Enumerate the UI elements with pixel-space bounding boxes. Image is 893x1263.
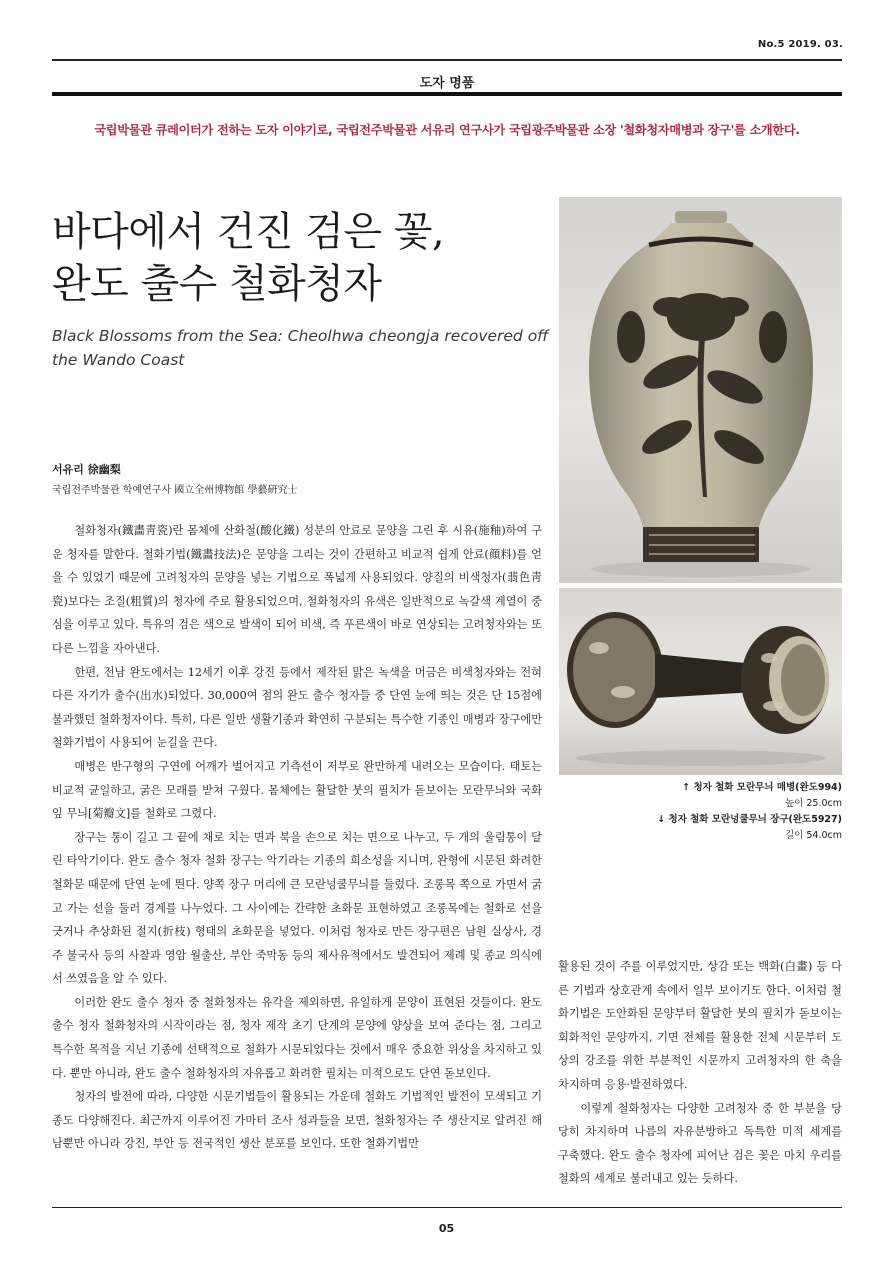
paragraph: 장구는 통이 길고 그 끝에 채로 치는 면과 북을 손으로 치는 면으로 나누고, 두 개의 울림통이 달린 타악기이다. 완도 출수 청자 철화 장구는 악기라는 기종의 희소성을 지니며, 완형에 시문된 화려한 철화문 때문에 단연 눈에 띈다. 양쪽 장구 머리에 큰 모란넝쿨무늬를 둘렀다. 조롱목 쪽으로 가면서 굵고 가는 선을 둘러 경계를 나누었다. 그 사이에는 간략한 초화문 표현하였고 조롱목에는 철화로 선을 긋거나 추상화된 절지(折枝) 형태의 초화문을 넣었다. 이처럼 청자로 만든 장구편은 남원 실상사, 경주 불국사 등의 사찰과 영암 월출산, 부안 죽막동 등의 제사유적에서도 발견되어 제례 및 종교 의식에서 쓰였음을 알 수 있다.: [52, 830, 542, 986]
janggu-illustration: [559, 588, 842, 775]
article-title: [52, 206, 552, 310]
caption-janggu-title: ↓ 청자 철화 모란넝쿨무늬 장구(완도5927): [657, 814, 842, 825]
caption-vase-size: 높이 25.0cm: [784, 798, 842, 809]
caption-janggu-size: 길이 54.0cm: [784, 830, 842, 841]
body-column-left: [52, 519, 542, 1156]
header-rule: [52, 59, 842, 61]
janggu-drum-photo: [559, 588, 842, 775]
author-affiliation: 국립전주박물관 학예연구사 國立全州博物館 學藝硏究士: [52, 485, 298, 496]
section-title: 도자 명품: [419, 76, 475, 91]
footer-rule: [52, 1207, 842, 1208]
paragraph: 철화청자(鐵畵靑瓷)란 몸체에 산화철(酸化鐵) 성분의 안료로 문양을 그린 후 시유(施釉)하여 구운 청자를 말한다. 철화기법(鐵畵技法)은 문양을 그리는 것이 간편하고 비교적 쉽게 안료(顔料)를 얻을 수 있었기 때문에 고려청자의 문양을 넣는 기법으로 폭넓게 사용되었다. 양질의 비색청자(翡色靑瓷)보다는 조질(粗質)의 청자에 주로 활용되었으며, 철화청자의 유색은 일반적으로 녹갈색 계열이 중심을 이루고 있다. 특유의 검은 색으로 발색이 되어 비색, 즉 푸른색이 바로 연상되는 고려청자와는 또 다른 느낌을 자아낸다.: [52, 524, 542, 655]
paragraph: 매병은 반구형의 구연에 어깨가 벌어지고 기측선이 저부로 완만하게 내려오는 모습이다. 태토는 비교적 균일하고, 굵은 모래를 받쳐 구웠다. 몸체에는 활달한 붓의 필치가 돋보이는 모란무늬와 국화 잎 무늬[菊瓣文]를 철화로 그렸다.: [52, 759, 542, 821]
body-column-right: [558, 955, 842, 1191]
title-line-2: 완도 출수 철화청자: [52, 261, 382, 307]
paragraph: 한편, 전남 완도에서는 12세기 이후 강진 등에서 제작된 맑은 녹색을 머금은 비색청자와는 전혀 다른 자기가 출수(出水)되었다. 30,000여 점의 완도 출수 청자들 중 단연 눈에 띄는 것은 단 15점에 불과했던 철화청자이다. 특히, 다른 일반 생활기종과 확연히 구분되는 특수한 기종인 매병과 장구에만 철화기법이 사용되어 눈길을 끈다.: [52, 665, 542, 750]
maebyeong-vase-photo: [559, 197, 842, 583]
paragraph: 이렇게 철화청자는 다양한 고려청자 중 한 부분을 당당히 차지하며 나름의 자유분방하고 독특한 미적 세계를 구축했다. 완도 출수 청자에 피어난 검은 꽃은 마치 우리를 철화의 세계로 불러내고 있는 듯하다.: [558, 1101, 842, 1186]
title-line-1: 바다에서 건진 검은 꽃,: [52, 209, 445, 255]
vase-illustration: [559, 197, 842, 583]
lead-text: 국립박물관 큐레이터가 전하는 도자 이야기로, 국립전주박물관 서유리 연구사가 국립광주박물관 소장 '철화청자매병과 장구'를 소개한다.: [94, 123, 800, 137]
paragraph: 청자의 발전에 따라, 다양한 시문기법들이 활용되는 가운데 철화도 기법적인 발전이 모색되고 기종도 다양해진다. 최근까지 이루어진 가마터 조사 성과들을 보면, 철화청자는 주 생산지로 알려진 해남뿐만 아니라 강진, 부안 등 전국적인 생산 분포를 보인다. 또한 철화기법만: [52, 1090, 542, 1151]
article-subtitle: Black Blossoms from the Sea: Cheolhwa cheongja recovered off the Wando Coast: [52, 327, 549, 369]
page-number: 05: [438, 1222, 455, 1235]
section-rule: [52, 92, 842, 96]
author-name: 서유리 徐幽梨: [52, 463, 121, 476]
issue-number: No.5 2019. 03.: [757, 39, 843, 50]
caption-vase-title: ↑ 청자 철화 모란무늬 매병(완도994): [682, 782, 842, 793]
paragraph: 활용된 것이 주를 이루었지만, 상감 또는 백화(白畫) 등 다른 기법과 상호관계 속에서 일부 보이기도 한다. 이처럼 철화기법은 도안화된 문양부터 활달한 붓의 필치가 돋보이는 회화적인 문양까지, 기면 전체를 활용한 전체 시문부터 도상의 강조를 위한 부분적인 시문까지 고려청자의 한 축을 차지하며 응용·발전하였다.: [558, 960, 842, 1091]
photo-caption: [559, 780, 842, 844]
paragraph: 이러한 완도 출수 청자 중 철화청자는 유각을 제외하면, 유일하게 문양이 표현된 것들이다. 완도 출수 청자 철화청자의 시작이라는 점, 청자 제작 초기 단계의 문양에 양상을 보여 준다는 점, 그리고 특수한 목적을 지닌 기종에 선택적으로 철화가 시문되었다는 것에서 매우 중요한 위상을 차지하고 있다. 뿐만 아니라, 완도 출수 철화청자의 자유롭고 화려한 필치는 미적으로도 단연 돋보인다.: [52, 995, 542, 1080]
